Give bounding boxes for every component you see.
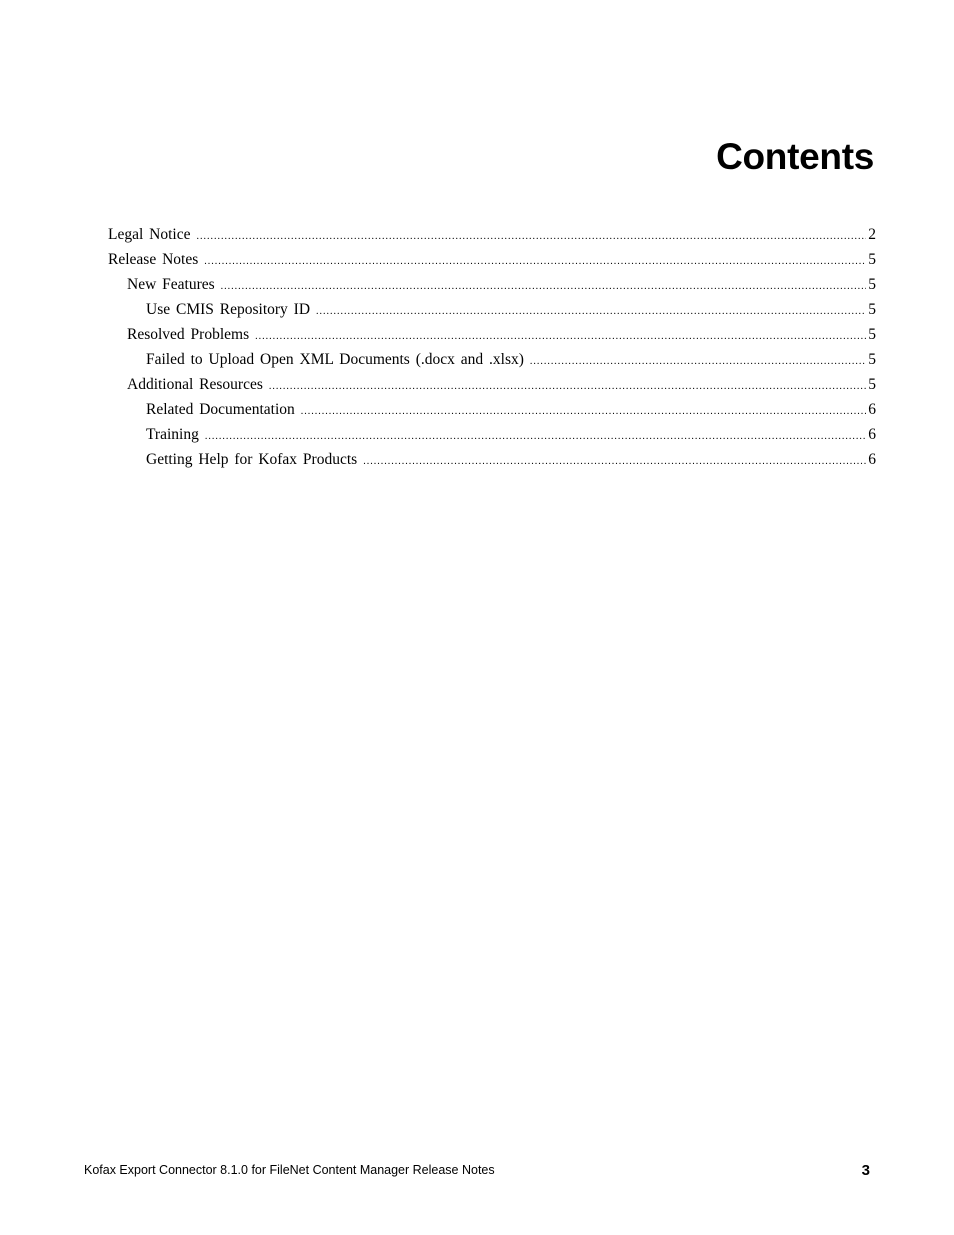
toc-entry-title: Additional Resources <box>127 376 263 393</box>
toc-entry-page: 2 <box>868 226 876 243</box>
dot-leader <box>255 324 866 349</box>
toc-entry-title: Legal Notice <box>108 226 191 243</box>
dot-leader <box>204 249 866 274</box>
toc-entry-release-notes[interactable] <box>108 247 876 272</box>
dot-leader <box>301 399 866 424</box>
footer-page-number: 3 <box>861 1162 870 1179</box>
toc-entry-legal-notice[interactable] <box>108 222 876 247</box>
toc-entry-additional-resources[interactable] <box>108 372 876 397</box>
toc-entry-page: 5 <box>868 376 876 393</box>
toc-entry-page: 5 <box>868 276 876 293</box>
toc-entry-page: 6 <box>868 451 876 468</box>
toc-entry-title: New Features <box>127 276 215 293</box>
toc-entry-resolved-problems[interactable] <box>108 322 876 347</box>
toc-entry-related-documentation[interactable] <box>108 397 876 422</box>
table-of-contents <box>108 222 876 472</box>
page-title: Contents <box>716 136 874 177</box>
toc-entry-title: Training <box>146 426 199 443</box>
toc-entry-training[interactable] <box>108 422 876 447</box>
toc-entry-page: 5 <box>868 251 876 268</box>
toc-entry-page: 5 <box>868 326 876 343</box>
toc-entry-use-cmis-repository-id[interactable] <box>108 297 876 322</box>
footer-document-title: Kofax Export Connector 8.1.0 for FileNet Content Manager Release Notes <box>84 1163 495 1177</box>
toc-entry-title: Failed to Upload Open XML Documents (.docx and .xlsx) <box>146 351 524 368</box>
toc-entry-title: Resolved Problems <box>127 326 250 343</box>
dot-leader <box>221 274 867 299</box>
toc-entry-title: Use CMIS Repository ID <box>146 301 311 318</box>
toc-entry-title: Related Documentation <box>146 401 295 418</box>
toc-entry-title: Getting Help for Kofax Products <box>146 451 358 468</box>
dot-leader <box>196 224 866 249</box>
toc-entry-page: 6 <box>868 401 876 418</box>
dot-leader <box>363 449 866 474</box>
dot-leader <box>316 299 866 324</box>
dot-leader <box>530 349 866 374</box>
dot-leader <box>205 424 866 449</box>
toc-entry-page: 6 <box>868 426 876 443</box>
dot-leader <box>269 374 866 399</box>
toc-entry-new-features[interactable] <box>108 272 876 297</box>
toc-entry-getting-help[interactable] <box>108 447 876 472</box>
toc-entry-page: 5 <box>868 351 876 368</box>
toc-entry-failed-to-upload[interactable] <box>108 347 876 372</box>
toc-entry-title: Release Notes <box>108 251 199 268</box>
toc-entry-page: 5 <box>868 301 876 318</box>
